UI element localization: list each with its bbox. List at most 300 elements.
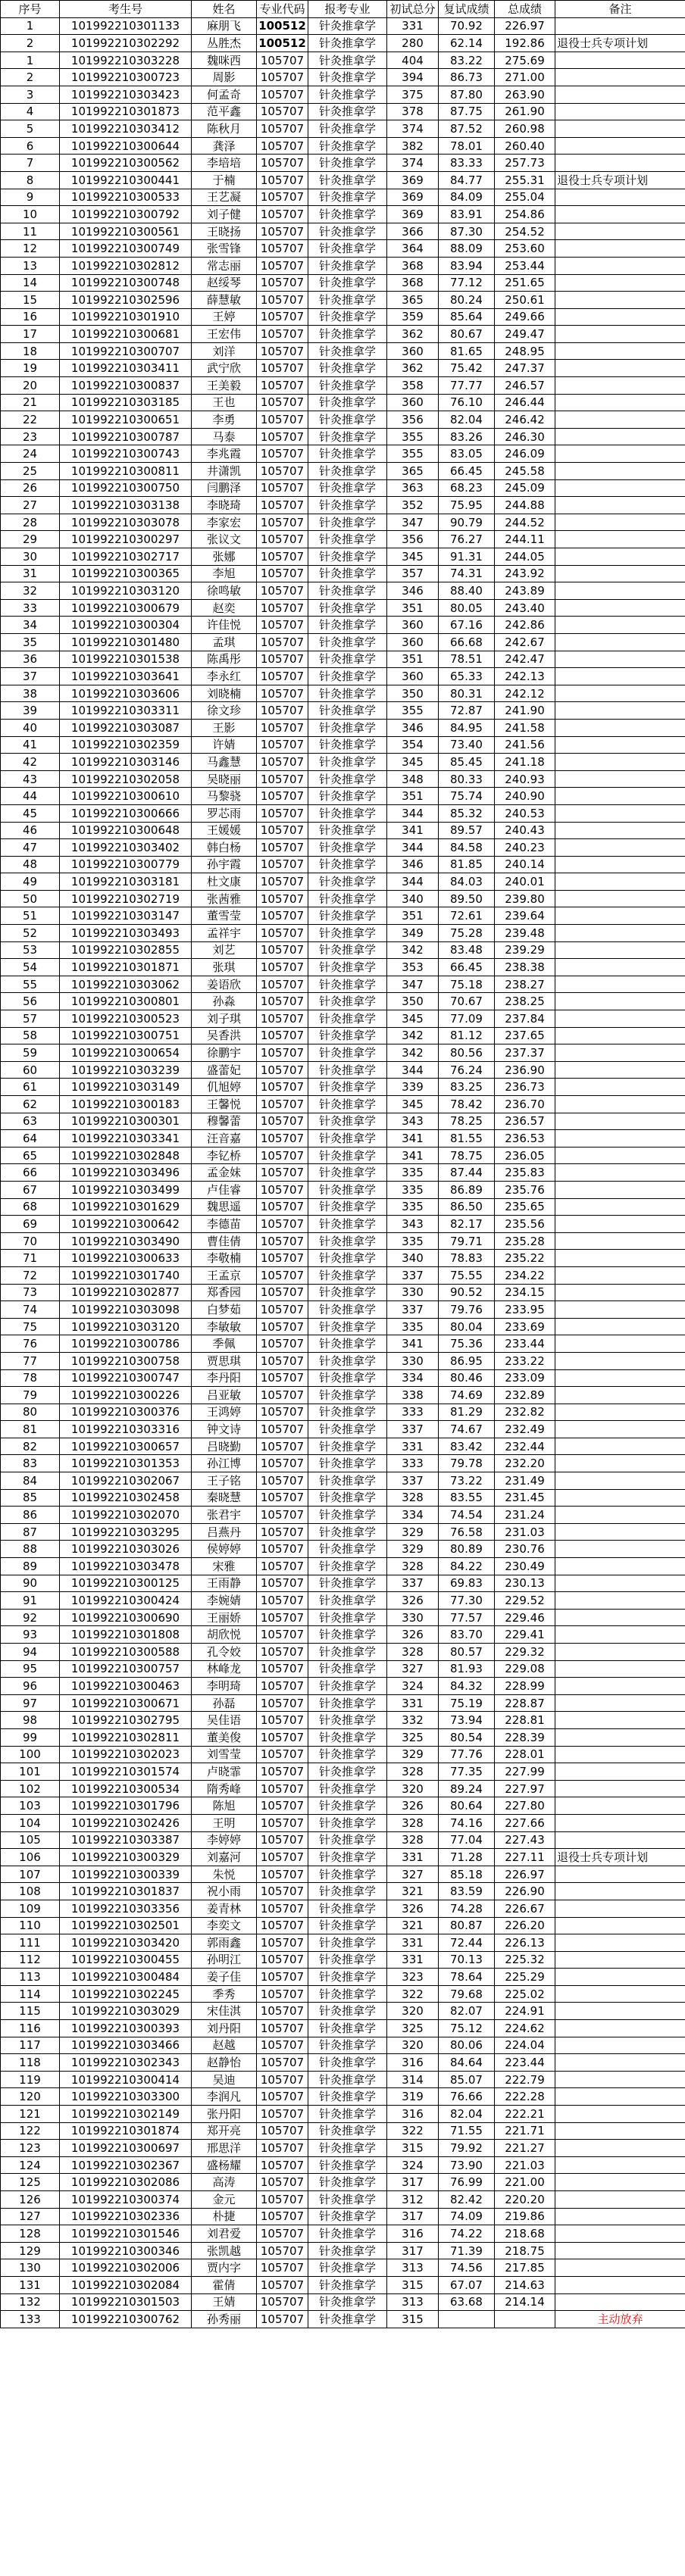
cell-note [555,206,685,223]
cell-name: 张琪 [192,959,257,976]
cell-total-score: 253.60 [495,240,555,258]
cell-major: 针灸推拿学 [308,497,387,514]
cell-total-score: 261.90 [495,103,555,120]
cell-major-code: 105707 [257,1644,308,1661]
cell-total-score: 221.03 [495,2156,555,2174]
cell-candidate-id: 101992210302086 [60,2174,192,2191]
cell-seq: 68 [1,1198,60,1216]
cell-note: 主动放弃 [555,2311,685,2328]
table-row [1,1061,685,1079]
table-row [1,1575,685,1592]
cell-major-code: 105707 [257,1814,308,1831]
cell-candidate-id: 101992210303062 [60,976,192,993]
cell-major: 针灸推拿学 [308,2156,387,2174]
cell-note [555,925,685,942]
cell-total-score: 233.09 [495,1369,555,1387]
cell-name: 孔令姣 [192,1644,257,1661]
cell-name: 董雪莹 [192,907,257,925]
cell-major-code: 105707 [257,822,308,839]
cell-note [555,1010,685,1028]
cell-seq: 70 [1,1232,60,1250]
cell-retest-score: 79.92 [439,2140,495,2157]
cell-note [555,754,685,771]
table-row [1,69,685,86]
cell-major-code: 105707 [257,856,308,873]
cell-major-code: 105707 [257,531,308,548]
cell-seq: 112 [1,1951,60,1969]
cell-total-score: 238.27 [495,976,555,993]
cell-total-score: 235.65 [495,1198,555,1216]
cell-major-code: 105707 [257,257,308,274]
cell-seq: 129 [1,2242,60,2259]
cell-major-code: 105707 [257,736,308,754]
cell-name: 陈禹彤 [192,651,257,668]
cell-name: 孙磊 [192,1694,257,1712]
cell-name: 孟祥宇 [192,925,257,942]
cell-note [555,582,685,600]
cell-total-score: 250.61 [495,292,555,309]
cell-note [555,2037,685,2054]
cell-retest-score: 67.16 [439,617,495,634]
cell-retest-score: 75.28 [439,925,495,942]
cell-name: 李永红 [192,668,257,685]
cell-major: 针灸推拿学 [308,856,387,873]
table-row [1,1164,685,1182]
cell-total-score: 249.47 [495,326,555,343]
cell-total-score: 232.89 [495,1387,555,1404]
cell-note [555,1096,685,1113]
cell-candidate-id: 101992210300561 [60,223,192,240]
cell-candidate-id: 101992210302023 [60,1746,192,1763]
table-row [1,1232,685,1250]
cell-note [555,17,685,35]
cell-major-code: 105707 [257,1147,308,1164]
cell-major-code: 100512 [257,17,308,35]
cell-total-score: 239.80 [495,890,555,907]
cell-seq: 16 [1,308,60,326]
table-row [1,1694,685,1712]
cell-initial-score: 345 [387,548,439,566]
cell-total-score: 226.67 [495,1900,555,1917]
table-row [1,839,685,857]
cell-seq: 56 [1,993,60,1010]
cell-initial-score: 316 [387,2054,439,2072]
cell-major-code: 105707 [257,1198,308,1216]
cell-total-score: 240.14 [495,856,555,873]
cell-initial-score: 355 [387,445,439,463]
cell-total-score: 225.02 [495,1985,555,2003]
cell-major-code: 105707 [257,326,308,343]
cell-major-code: 105707 [257,1369,308,1387]
cell-major-code: 105707 [257,52,308,69]
cell-retest-score: 72.87 [439,702,495,720]
cell-retest-score: 87.80 [439,86,495,103]
cell-major: 针灸推拿学 [308,2003,387,2020]
cell-seq: 105 [1,1831,60,1849]
cell-retest-score: 81.55 [439,1130,495,1147]
cell-initial-score: 335 [387,1164,439,1182]
cell-major-code: 105707 [257,1472,308,1490]
cell-total-score: 232.20 [495,1455,555,1472]
table-row [1,1934,685,1952]
cell-candidate-id: 101992210300534 [60,1780,192,1797]
cell-major: 针灸推拿学 [308,1780,387,1797]
cell-seq: 20 [1,377,60,395]
cell-initial-score: 355 [387,702,439,720]
header-candidate-id: 考生号 [60,1,192,18]
cell-candidate-id: 101992210300633 [60,1250,192,1267]
cell-seq: 4 [1,103,60,120]
cell-name: 张君宇 [192,1507,257,1524]
cell-major-code: 105707 [257,1421,308,1438]
cell-total-score: 243.89 [495,582,555,600]
table-row [1,1780,685,1797]
cell-major: 针灸推拿学 [308,565,387,582]
cell-seq: 17 [1,326,60,343]
cell-note [555,1044,685,1062]
table-row [1,2311,685,2328]
cell-name: 吴佳语 [192,1712,257,1729]
cell-major-code: 105707 [257,69,308,86]
cell-total-score [495,2311,555,2328]
cell-initial-score: 331 [387,17,439,35]
cell-total-score: 221.00 [495,2174,555,2191]
cell-major: 针灸推拿学 [308,617,387,634]
table-row [1,1969,685,1986]
cell-major-code: 105707 [257,2037,308,2054]
cell-total-score: 231.45 [495,1489,555,1507]
cell-major: 针灸推拿学 [308,326,387,343]
cell-initial-score: 355 [387,428,439,445]
cell-retest-score: 85.07 [439,2071,495,2088]
cell-note [555,1301,685,1319]
cell-seq: 39 [1,702,60,720]
cell-candidate-id: 101992210300779 [60,856,192,873]
cell-candidate-id: 101992210302070 [60,1507,192,1524]
cell-note [555,890,685,907]
cell-note [555,1797,685,1815]
cell-note [555,736,685,754]
cell-major: 针灸推拿学 [308,873,387,891]
cell-major-code: 105707 [257,1352,308,1369]
cell-note [555,2225,685,2243]
cell-candidate-id: 101992210300533 [60,189,192,206]
cell-total-score: 227.97 [495,1780,555,1797]
cell-candidate-id: 101992210300393 [60,2020,192,2037]
cell-seq: 63 [1,1113,60,1130]
cell-seq: 15 [1,292,60,309]
cell-name: 王也 [192,394,257,411]
cell-initial-score: 342 [387,1027,439,1044]
cell-candidate-id: 101992210302006 [60,2259,192,2277]
cell-major: 针灸推拿学 [308,52,387,69]
cell-initial-score: 337 [387,1301,439,1319]
cell-candidate-id: 101992210302811 [60,1728,192,1746]
cell-major: 针灸推拿学 [308,2106,387,2123]
cell-major-code: 105707 [257,617,308,634]
cell-total-score: 235.28 [495,1232,555,1250]
cell-candidate-id: 101992210303026 [60,1541,192,1558]
cell-candidate-id: 101992210300654 [60,1044,192,1062]
cell-total-score: 248.95 [495,342,555,360]
cell-major-code: 105707 [257,1866,308,1883]
header-notes: 备注 [555,1,685,18]
cell-candidate-id: 101992210303300 [60,2088,192,2106]
cell-candidate-id: 101992210300743 [60,445,192,463]
cell-major: 针灸推拿学 [308,1712,387,1729]
cell-candidate-id: 101992210303239 [60,1061,192,1079]
cell-retest-score: 77.76 [439,1746,495,1763]
table-row [1,428,685,445]
table-row [1,1849,685,1866]
table-row [1,1096,685,1113]
cell-initial-score: 337 [387,1421,439,1438]
cell-total-score: 235.83 [495,1164,555,1182]
cell-major: 针灸推拿学 [308,1489,387,1507]
cell-major-code: 105707 [257,1694,308,1712]
cell-initial-score: 341 [387,1147,439,1164]
cell-major: 针灸推拿学 [308,1763,387,1781]
table-row [1,1592,685,1610]
cell-major: 针灸推拿学 [308,1113,387,1130]
cell-total-score: 229.46 [495,1609,555,1626]
cell-candidate-id: 101992210300748 [60,274,192,292]
cell-total-score: 214.63 [495,2276,555,2293]
cell-note [555,1814,685,1831]
cell-candidate-id: 101992210300304 [60,617,192,634]
cell-major-code: 105707 [257,1626,308,1644]
cell-name: 宋佳淇 [192,2003,257,2020]
cell-retest-score: 77.12 [439,274,495,292]
cell-seq: 44 [1,788,60,805]
cell-name: 孟琪 [192,633,257,651]
cell-candidate-id: 101992210303029 [60,2003,192,2020]
cell-note [555,1523,685,1541]
cell-major-code: 105707 [257,1301,308,1319]
cell-retest-score: 75.18 [439,976,495,993]
cell-initial-score: 328 [387,1558,439,1575]
cell-note [555,2208,685,2225]
cell-total-score: 249.66 [495,308,555,326]
cell-initial-score: 313 [387,2259,439,2277]
cell-retest-score: 83.94 [439,257,495,274]
cell-note [555,1147,685,1164]
cell-seq: 14 [1,274,60,292]
cell-major: 针灸推拿学 [308,1387,387,1404]
cell-note [555,1061,685,1079]
cell-total-score: 239.64 [495,907,555,925]
cell-initial-score: 335 [387,1198,439,1216]
table-row [1,890,685,907]
cell-name: 刘子琪 [192,1010,257,1028]
cell-total-score: 221.71 [495,2122,555,2140]
cell-note [555,2276,685,2293]
cell-initial-score: 315 [387,2276,439,2293]
cell-retest-score: 87.30 [439,223,495,240]
cell-note [555,668,685,685]
cell-note [555,1216,685,1233]
cell-retest-score: 77.77 [439,377,495,395]
cell-major-code: 105707 [257,890,308,907]
cell-total-score: 228.99 [495,1678,555,1695]
cell-note [555,1969,685,1986]
cell-retest-score: 81.12 [439,1027,495,1044]
cell-major-code: 105707 [257,377,308,395]
cell-retest-score: 77.35 [439,1763,495,1781]
cell-major: 针灸推拿学 [308,531,387,548]
cell-seq: 114 [1,1985,60,2003]
cell-candidate-id: 101992210303295 [60,1523,192,1541]
cell-retest-score: 79.78 [439,1455,495,1472]
cell-initial-score: 342 [387,941,439,959]
cell-note [555,2242,685,2259]
cell-major: 针灸推拿学 [308,189,387,206]
cell-candidate-id: 101992210300811 [60,463,192,480]
cell-name: 张娜 [192,548,257,566]
cell-major: 针灸推拿学 [308,1455,387,1472]
cell-name: 王鸿婷 [192,1404,257,1421]
cell-total-score: 233.22 [495,1352,555,1369]
cell-major: 针灸推拿学 [308,35,387,52]
cell-major: 针灸推拿学 [308,890,387,907]
cell-name: 盛杨耀 [192,2156,257,2174]
cell-initial-score: 327 [387,1866,439,1883]
table-row [1,770,685,788]
cell-total-score: 242.12 [495,685,555,702]
cell-retest-score: 88.40 [439,582,495,600]
cell-candidate-id: 101992210300648 [60,822,192,839]
cell-major: 针灸推拿学 [308,804,387,822]
table-row [1,2020,685,2037]
table-row [1,1917,685,1934]
cell-seq: 69 [1,1216,60,1233]
table-row [1,137,685,155]
cell-seq: 113 [1,1969,60,1986]
cell-total-score: 236.90 [495,1061,555,1079]
cell-initial-score: 326 [387,1592,439,1610]
cell-major-code: 105707 [257,86,308,103]
cell-seq: 92 [1,1609,60,1626]
cell-total-score: 228.39 [495,1728,555,1746]
cell-initial-score: 347 [387,514,439,531]
cell-seq: 128 [1,2225,60,2243]
cell-initial-score: 360 [387,394,439,411]
table-row [1,1404,685,1421]
cell-total-score: 232.82 [495,1404,555,1421]
cell-name: 李培培 [192,155,257,172]
cell-note [555,479,685,497]
cell-name: 刘洋 [192,342,257,360]
cell-note [555,548,685,566]
cell-major: 针灸推拿学 [308,103,387,120]
cell-retest-score: 87.44 [439,1164,495,1182]
cell-seq: 3 [1,86,60,103]
table-row [1,617,685,634]
table-row [1,531,685,548]
table-row [1,155,685,172]
table-row [1,189,685,206]
cell-seq: 133 [1,2311,60,2328]
cell-name: 侯婷婷 [192,1541,257,1558]
cell-seq: 11 [1,223,60,240]
cell-note [555,633,685,651]
cell-major-code: 105707 [257,1917,308,1934]
cell-seq: 58 [1,1027,60,1044]
cell-note [555,257,685,274]
cell-seq: 23 [1,428,60,445]
cell-major-code: 105707 [257,1763,308,1781]
cell-major: 针灸推拿学 [308,445,387,463]
cell-note [555,2020,685,2037]
cell-note [555,993,685,1010]
cell-major-code: 105707 [257,445,308,463]
cell-major-code: 105707 [257,1934,308,1952]
cell-major: 针灸推拿学 [308,822,387,839]
cell-candidate-id: 101992210300707 [60,342,192,360]
table-row [1,1318,685,1335]
cell-total-score: 242.47 [495,651,555,668]
cell-note [555,959,685,976]
cell-total-score: 217.85 [495,2259,555,2277]
table-row [1,1626,685,1644]
cell-major-code: 105707 [257,223,308,240]
cell-initial-score: 350 [387,685,439,702]
cell-seq: 27 [1,497,60,514]
cell-seq: 126 [1,2191,60,2209]
table-row [1,1746,685,1763]
cell-name: 赵静怡 [192,2054,257,2072]
cell-initial-score: 328 [387,1814,439,1831]
cell-major: 针灸推拿学 [308,1284,387,1301]
cell-major-code: 105707 [257,155,308,172]
table-row [1,651,685,668]
cell-seq: 115 [1,2003,60,2020]
cell-retest-score: 72.61 [439,907,495,925]
cell-major: 针灸推拿学 [308,1694,387,1712]
cell-seq: 88 [1,1541,60,1558]
cell-total-score: 241.58 [495,719,555,736]
cell-retest-score: 84.32 [439,1678,495,1695]
table-row [1,411,685,429]
cell-major: 针灸推拿学 [308,2071,387,2088]
table-row [1,804,685,822]
cell-candidate-id: 101992210303411 [60,360,192,377]
cell-major: 针灸推拿学 [308,754,387,771]
cell-major-code: 105707 [257,668,308,685]
cell-name: 孙明江 [192,1951,257,1969]
cell-major-code: 105707 [257,1010,308,1028]
cell-major-code: 105707 [257,839,308,857]
cell-major: 针灸推拿学 [308,925,387,942]
cell-retest-score: 85.64 [439,308,495,326]
table-row [1,1814,685,1831]
cell-note [555,856,685,873]
cell-name: 李家宏 [192,514,257,531]
cell-note [555,1883,685,1900]
cell-candidate-id: 101992210302795 [60,1712,192,1729]
cell-retest-score: 84.58 [439,839,495,857]
cell-note [555,1181,685,1198]
cell-seq: 120 [1,2088,60,2106]
cell-initial-score: 312 [387,2191,439,2209]
cell-name: 陈旭 [192,1797,257,1815]
cell-seq: 24 [1,445,60,463]
cell-major-code: 105707 [257,2140,308,2157]
cell-name: 祝小雨 [192,1883,257,1900]
cell-note [555,2156,685,2174]
cell-seq: 26 [1,479,60,497]
cell-candidate-id: 101992210302717 [60,548,192,566]
